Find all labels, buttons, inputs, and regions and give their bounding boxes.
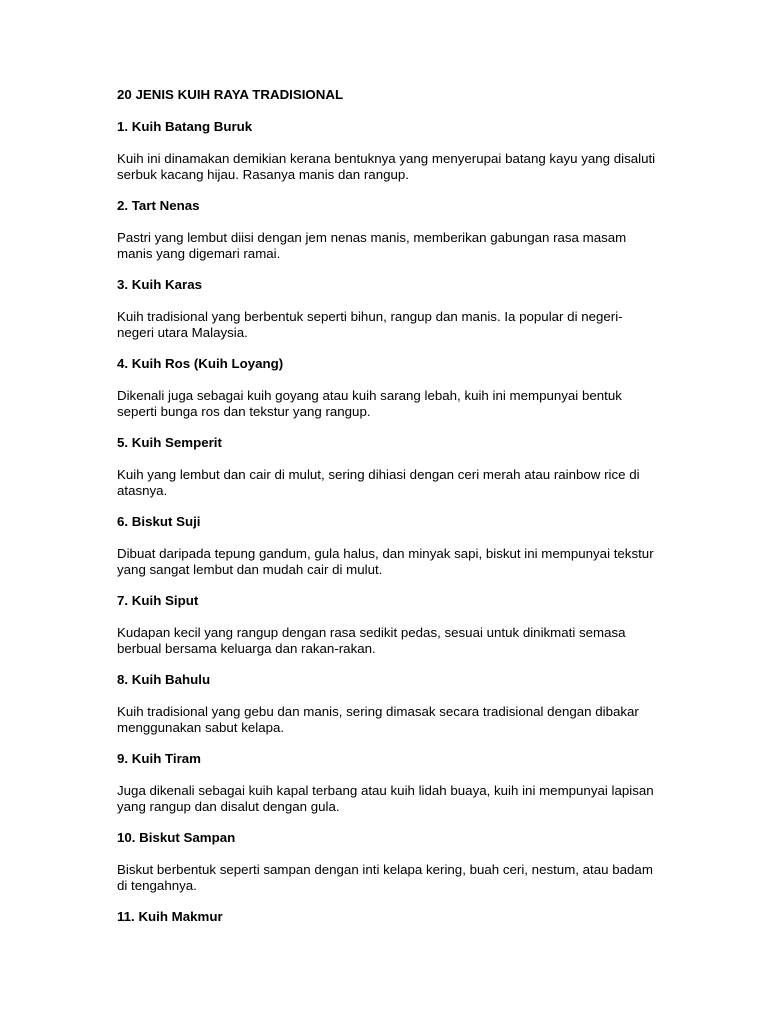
section-body: Kuih tradisional yang gebu dan manis, sering dimasak secara tradisional dengan dibakar menggunakan sabut kelapa. bbox=[117, 704, 639, 735]
section-biskut-sampan bbox=[117, 830, 657, 894]
section-body: Dibuat daripada tepung gandum, gula halus, dan minyak sapi, biskut ini mempunyai tekstur yang sangat lembut dan mudah cair di mulut. bbox=[117, 546, 654, 577]
section-body: Dikenali juga sebagai kuih goyang atau kuih sarang lebah, kuih ini mempunyai bentuk seperti bunga ros dan tekstur yang rangup. bbox=[117, 388, 622, 419]
section-body: Kuih yang lembut dan cair di mulut, sering dihiasi dengan ceri merah atau rainbow rice di atasnya. bbox=[117, 467, 640, 498]
section-heading: 1. Kuih Batang Buruk bbox=[117, 119, 253, 134]
section-kuih-karas bbox=[117, 277, 657, 341]
section-heading: 5. Kuih Semperit bbox=[117, 435, 222, 450]
section-kuih-semperit bbox=[117, 435, 657, 499]
section-kuih-ros bbox=[117, 356, 657, 420]
section-body: Kudapan kecil yang rangup dengan rasa sedikit pedas, sesuai untuk dinikmati semasa berbual bersama keluarga dan rakan-rakan. bbox=[117, 625, 626, 656]
document-content bbox=[117, 87, 657, 941]
section-heading: 4. Kuih Ros (Kuih Loyang) bbox=[117, 356, 284, 371]
section-kuih-makmur bbox=[117, 909, 657, 925]
section-body: Juga dikenali sebagai kuih kapal terbang atau kuih lidah buaya, kuih ini mempunyai lapisan yang rangup dan disalut dengan gula. bbox=[117, 783, 654, 814]
section-heading: 8. Kuih Bahulu bbox=[117, 672, 211, 687]
section-body: Kuih ini dinamakan demikian kerana bentuknya yang menyerupai batang kayu yang disaluti serbuk kacang hijau. Rasanya manis dan rangup. bbox=[117, 151, 656, 182]
section-body: Kuih tradisional yang berbentuk seperti bihun, rangup dan manis. Ia popular di negeri-negeri utara Malaysia. bbox=[117, 309, 623, 340]
section-heading: 7. Kuih Siput bbox=[117, 593, 199, 608]
section-kuih-tiram bbox=[117, 751, 657, 815]
section-heading: 10. Biskut Sampan bbox=[117, 830, 236, 845]
section-heading: 3. Kuih Karas bbox=[117, 277, 202, 292]
section-biskut-suji bbox=[117, 514, 657, 578]
section-heading: 6. Biskut Suji bbox=[117, 514, 201, 529]
section-heading: 9. Kuih Tiram bbox=[117, 751, 201, 766]
document-title: 20 JENIS KUIH RAYA TRADISIONAL bbox=[117, 87, 344, 102]
section-body: Pastri yang lembut diisi dengan jem nenas manis, memberikan gabungan rasa masam manis yang digemari ramai. bbox=[117, 230, 627, 261]
section-tart-nenas bbox=[117, 198, 657, 262]
section-heading: 11. Kuih Makmur bbox=[117, 909, 223, 924]
section-kuih-batang-buruk bbox=[117, 119, 657, 183]
section-heading: 2. Tart Nenas bbox=[117, 198, 200, 213]
section-kuih-siput bbox=[117, 593, 657, 657]
section-kuih-bahulu bbox=[117, 672, 657, 736]
section-body: Biskut berbentuk seperti sampan dengan inti kelapa kering, buah ceri, nestum, atau badam di tengahnya. bbox=[117, 862, 653, 893]
